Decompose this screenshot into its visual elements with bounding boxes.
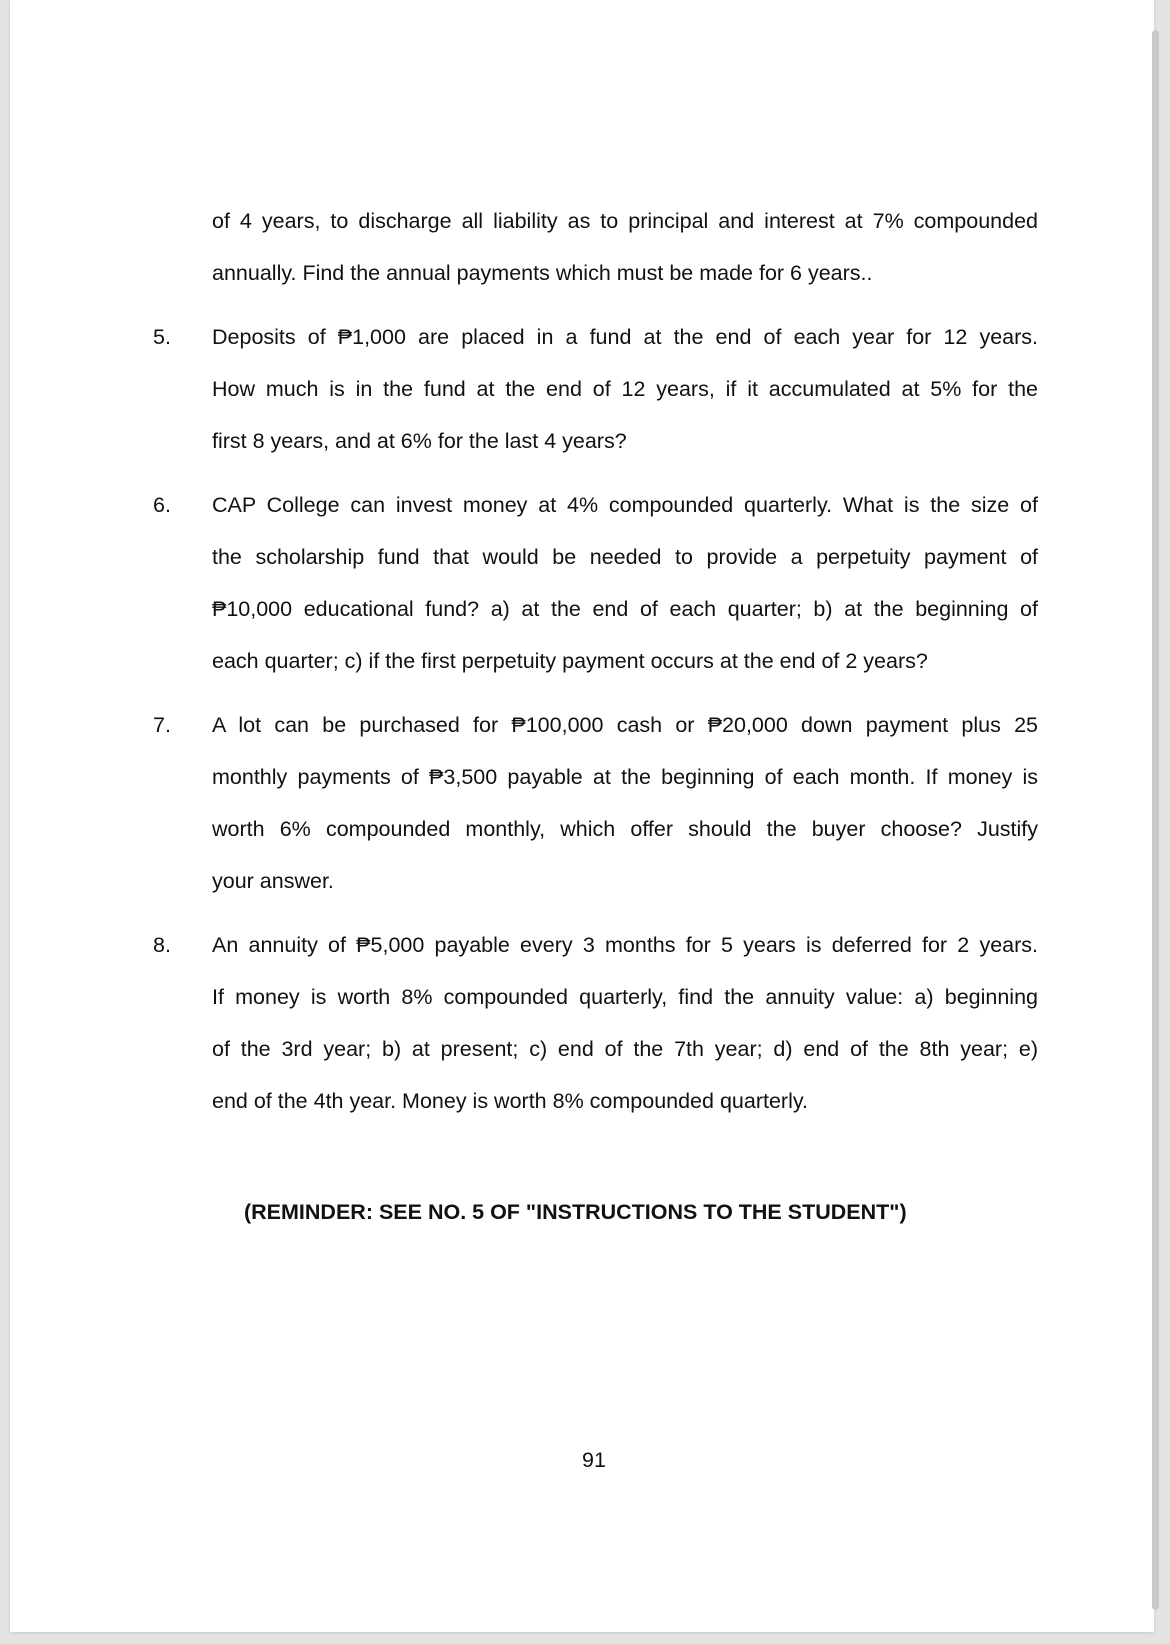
page-number: 91	[582, 1448, 606, 1472]
problem-line: An annuity of ₱5,000 payable every 3 months for 5 years is deferred for 2 years.	[212, 933, 1038, 957]
problem-line: If money is worth 8% compounded quarterly, find the annuity value: a) beginning	[212, 985, 1038, 1009]
document-page	[10, 0, 1154, 1632]
problem-line: end of the 4th year. Money is worth 8% compounded quarterly.	[212, 1089, 808, 1113]
problem-line: of the 3rd year; b) at present; c) end of the 7th year; d) end of the 8th year; e)	[212, 1037, 1038, 1061]
problem-line: ₱10,000 educational fund? a) at the end of each quarter; b) at the beginning of	[212, 597, 1038, 621]
problem-number: 6.	[153, 493, 171, 517]
problem-number: 5.	[153, 325, 171, 349]
problem-line: the scholarship fund that would be needed to provide a perpetuity payment of	[212, 545, 1038, 569]
continuation-line: of 4 years, to discharge all liability as to principal and interest at 7% compounded	[212, 209, 1038, 233]
problem-line: your answer.	[212, 869, 334, 893]
problem-line: each quarter; c) if the first perpetuity payment occurs at the end of 2 years?	[212, 649, 928, 673]
problem-line: Deposits of ₱1,000 are placed in a fund at the end of each year for 12 years.	[212, 325, 1038, 349]
problem-line: first 8 years, and at 6% for the last 4 years?	[212, 429, 627, 453]
problem-number: 7.	[153, 713, 171, 737]
vertical-scrollbar[interactable]	[1152, 30, 1159, 1610]
continuation-line: annually. Find the annual payments which must be made for 6 years..	[212, 261, 873, 285]
problem-line: monthly payments of ₱3,500 payable at the beginning of each month. If money is	[212, 765, 1038, 789]
reminder-note: (REMINDER: SEE NO. 5 OF "INSTRUCTIONS TO THE STUDENT")	[244, 1200, 907, 1224]
problem-line: worth 6% compounded monthly, which offer should the buyer choose? Justify	[212, 817, 1038, 841]
page-content	[10, 0, 1154, 1632]
problem-line: How much is in the fund at the end of 12 years, if it accumulated at 5% for the	[212, 377, 1038, 401]
problem-number: 8.	[153, 933, 171, 957]
problem-line: CAP College can invest money at 4% compounded quarterly. What is the size of	[212, 493, 1038, 517]
problem-line: A lot can be purchased for ₱100,000 cash or ₱20,000 down payment plus 25	[212, 713, 1038, 737]
